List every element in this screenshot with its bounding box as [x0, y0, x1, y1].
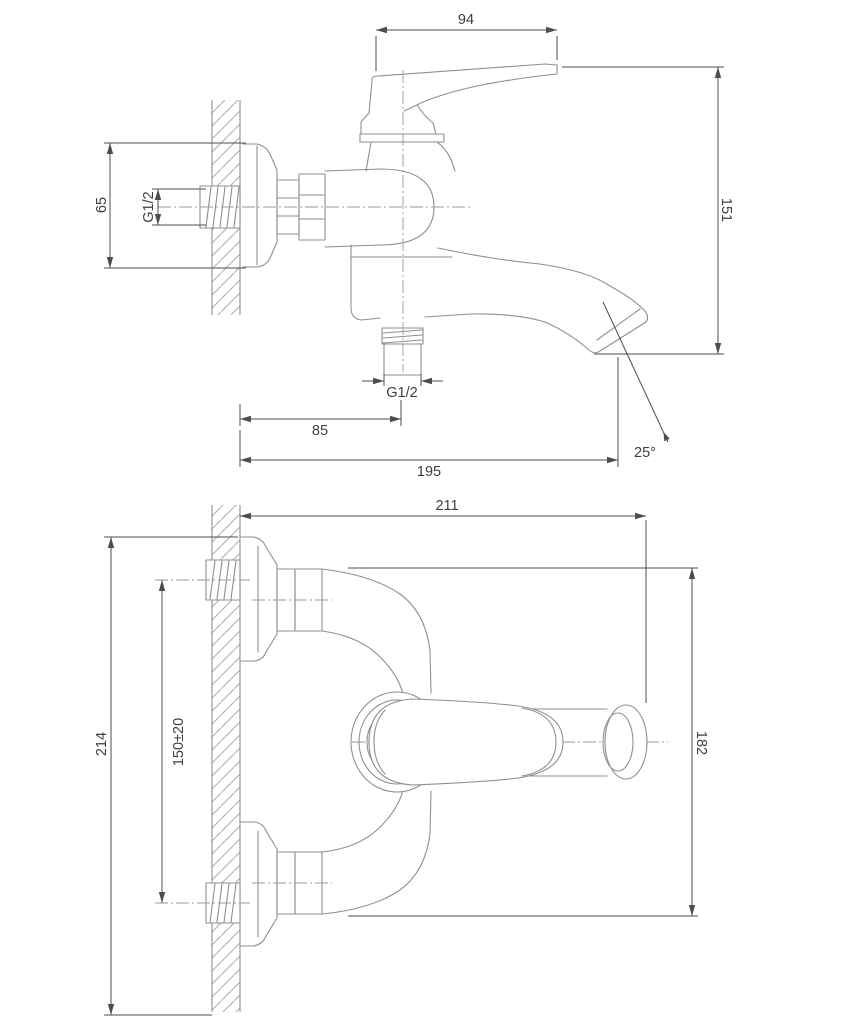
dimension-wall-to-outlet: [240, 400, 401, 439]
body-dome-side: [325, 169, 434, 247]
dim-label-195: 195: [416, 464, 442, 480]
dimension-inlet-center-distance: [162, 580, 187, 903]
dim-label-outlet-g12: G1/2: [386, 385, 418, 401]
dimensions-side-view: [94, 12, 734, 480]
escutcheon-side: [243, 144, 277, 267]
dim-label-150pm20: 150±20: [171, 717, 187, 767]
lever-handle-plan: [369, 699, 563, 785]
dim-label-182: 182: [693, 730, 709, 756]
outlet-side: [382, 328, 423, 375]
escutcheon-bottom-plan: [240, 822, 322, 946]
side-view: [94, 12, 734, 480]
escutcheon-top-plan: [240, 537, 322, 661]
dim-label-94: 94: [457, 12, 475, 28]
dimension-outlet-thread: [362, 374, 443, 401]
lever-handle-side: [360, 64, 557, 142]
plan-view: [94, 498, 709, 1015]
dim-label-214: 214: [94, 731, 110, 757]
dim-label-25deg: 25°: [634, 445, 656, 461]
dim-label-151: 151: [718, 197, 734, 223]
dim-label-65: 65: [94, 196, 110, 214]
dimension-overall-height: [562, 67, 734, 354]
dimension-wall-to-spout-front: [240, 498, 646, 703]
dimension-handle-length: [376, 12, 557, 71]
body-neck-side: [366, 142, 455, 171]
dim-label-inlet-g12: G1/2: [141, 191, 157, 223]
dim-label-85: 85: [311, 423, 329, 439]
dim-label-211: 211: [435, 498, 459, 514]
dimension-spout-angle: [603, 302, 670, 461]
